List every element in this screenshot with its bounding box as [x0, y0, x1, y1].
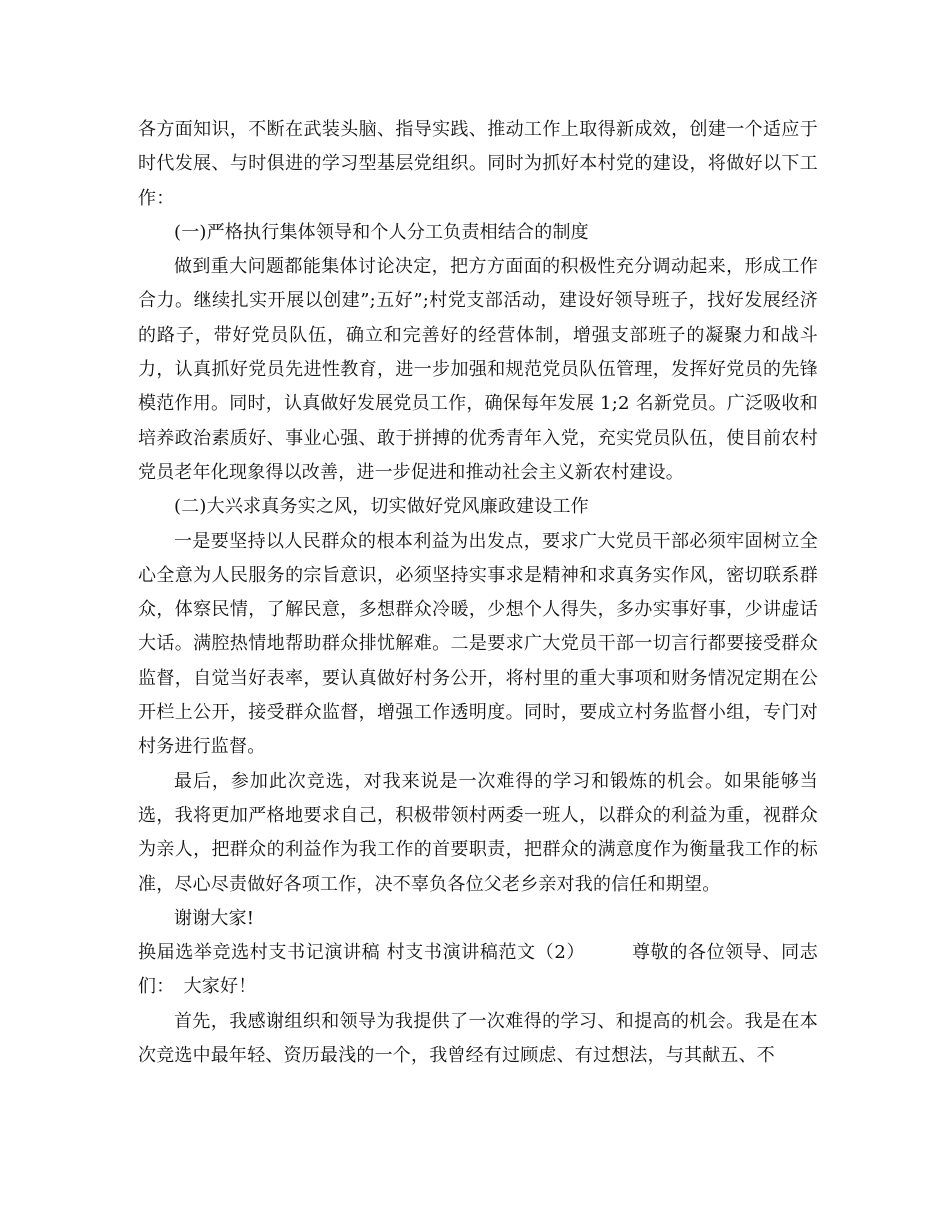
paragraph-section-2: 一是要坚持以人民群众的根本利益为出发点，要求广大党员干部必须牢固树立全心全意为人民服务的宗旨意识，必须坚持实事求是精神和求真务实作风，密切联系群众，体察民情，了解民意，多想群众冷暖，少想个人得失，多办实事好事，少讲虚话大话。满腔热情地帮助群众排忧解难。二是要求广大党员干部一切言行都要接受群众监督，自觉当好表率，要认真做好村务公开，将村里的重大事项和财务情况定期在公开栏上公开，接受群众监督，增强工作透明度。同时，要成立村务监督小组，专门对村务进行监督。	[138, 530, 818, 758]
paragraph-speech-opening: 首先，我感谢组织和领导为我提供了一次难得的学习、和提高的机会。我是在本次竞选中最年轻、资历最浅的一个，我曾经有过顾虑、有过想法，与其献五、不	[138, 1010, 818, 1067]
document-body	[138, 113, 818, 1073]
paragraph-closing: 最后，参加此次竞选，对我来说是一次难得的学习和锻炼的机会。如果能够当选，我将更加严格地要求自己，积极带领村两委一班人，以群众的利益为重，视群众为亲人，把群众的利益作为我工作的首要职责，把群众的满意度作为衡量我工作的标准，尽心尽责做好各项工作，决不辜负各位父老乡亲对我的信任和期望。	[138, 770, 818, 895]
speech-title-line: 换届选举竞选村支书记演讲稿 村支书演讲稿范文（2） 尊敬的各位领导、同志们： 大家好！	[138, 942, 818, 998]
section-heading-1: (一)严格执行集体领导和个人分工负责相结合的制度	[174, 221, 589, 243]
thanks-line: 谢谢大家!	[174, 907, 255, 929]
section-heading-2: (二)大兴求真务实之风，切实做好党风廉政建设工作	[174, 496, 589, 518]
paragraph-section-1: 做到重大问题都能集体讨论决定，把方方面面的积极性充分调动起来，形成工作合力。继续扎实开展以创建”;五好”;村党支部活动，建设好领导班子，找好发展经济的路子，带好党员队伍，确立和完善好的经营体制，增强支部班子的凝聚力和战斗力，认真抓好党员先进性教育，进一步加强和规范党员队伍管理，发挥好党员的先锋模范作用。同时，认真做好发展党员工作，确保每年发展 1;2 名新党员。广泛吸收和培养政治素质好、事业心强、敢于拼搏的优秀青年入党，充实党员队伍，使目前农村党员老年化现象得以改善，进一步促进和推动社会主义新农村建设。	[138, 256, 818, 483]
paragraph-intro: 各方面知识，不断在武装头脑、指导实践、推动工作上取得新成效，创建一个适应于时代发展、与时俱进的学习型基层党组织。同时为抓好本村党的建设，将做好以下工作：	[138, 119, 818, 209]
